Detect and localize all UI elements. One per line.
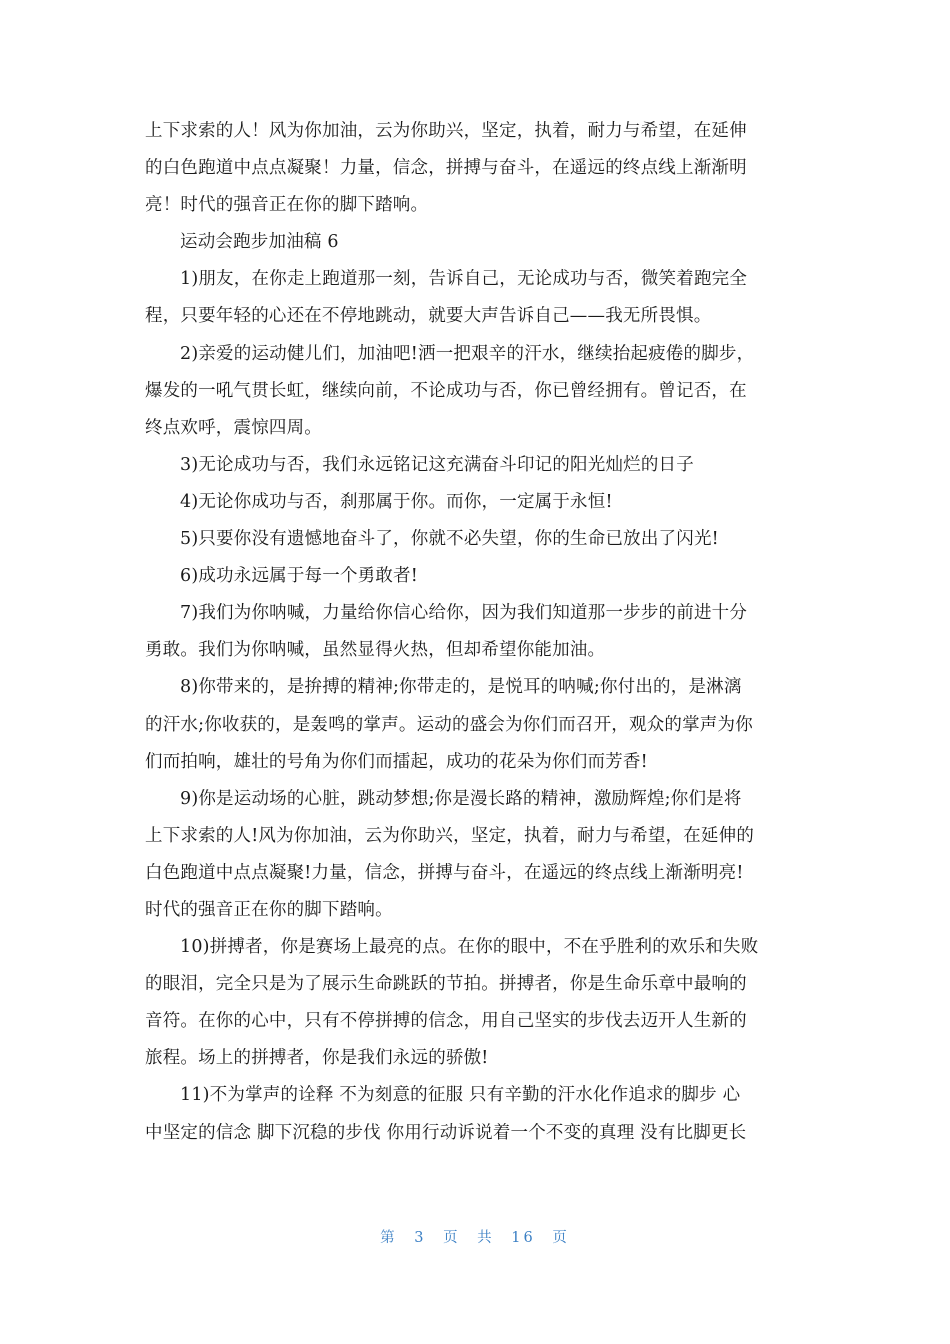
page-number-label: 第 3 页 共 16 页 bbox=[380, 1230, 570, 1246]
text-line: 爆发的一吼气贯长虹，继续向前，不论成功与否，你已曾经拥有。曾记否，在 bbox=[145, 380, 747, 401]
text-line: 们而拍响，雄壮的号角为你们而擂起，成功的花朵为你们而芳香! bbox=[145, 751, 648, 772]
text-line: 终点欢呼，震惊四周。 bbox=[145, 417, 322, 438]
text-line: 5)只要你没有遗憾地奋斗了，你就不必失望，你的生命已放出了闪光! bbox=[180, 529, 719, 550]
text-line: 程，只要年轻的心还在不停地跳动，就要大声告诉自己——我无所畏惧。 bbox=[145, 306, 712, 327]
text-line: 6)成功永远属于每一个勇敢者! bbox=[180, 566, 418, 587]
text-line: 3)无论成功与否，我们永远铭记这充满奋斗印记的阳光灿烂的日子 bbox=[180, 454, 694, 475]
text-line: 7)我们为你呐喊，力量给你信心给你，因为我们知道那一步步的前进十分 bbox=[180, 603, 748, 624]
text-line: 旅程。场上的拼搏者，你是我们永远的骄傲! bbox=[145, 1048, 489, 1069]
text-line: 白色跑道中点点凝聚!力量，信念，拼搏与奋斗，在遥远的终点线上渐渐明亮! bbox=[145, 862, 744, 883]
text-line: 4)无论你成功与否，刹那属于你。而你，一定属于永恒! bbox=[180, 491, 613, 512]
page-footer bbox=[0, 1226, 950, 1247]
text-line: 上下求索的人!风为你加油，云为你助兴，坚定，执着，耐力与希望，在延伸的 bbox=[145, 825, 755, 846]
text-line: 亮！时代的强音正在你的脚下踏响。 bbox=[145, 195, 429, 216]
text-line: 音符。在你的心中，只有不停拼搏的信念，用自己坚实的步伐去迈开人生新的 bbox=[145, 1011, 747, 1032]
text-line: 时代的强音正在你的脚下踏响。 bbox=[145, 899, 393, 920]
text-line: 的汗水;你收获的，是轰鸣的掌声。运动的盛会为你们而召开，观众的掌声为你 bbox=[145, 714, 753, 735]
text-line: 2)亲爱的运动健儿们，加油吧!洒一把艰辛的汗水，继续抬起疲倦的脚步， bbox=[180, 343, 755, 364]
text-line: 8)你带来的，是拚搏的精神;你带走的，是悦耳的呐喊;你付出的，是淋漓 bbox=[180, 677, 742, 698]
text-line: 1)朋友，在你走上跑道那一刻，告诉自己，无论成功与否，微笑着跑完全 bbox=[180, 269, 748, 290]
text-line: 上下求索的人！风为你加油，云为你助兴，坚定，执着，耐力与希望，在延伸 bbox=[145, 121, 747, 141]
text-line: 的白色跑道中点点凝聚！力量，信念，拼搏与奋斗，在遥远的终点线上渐渐明 bbox=[145, 158, 747, 179]
text-line: 10)拼搏者，你是赛场上最亮的点。在你的眼中，不在乎胜利的欢乐和失败 bbox=[180, 937, 759, 958]
text-line: 的眼泪，完全只是为了展示生命跳跃的节拍。拼搏者，你是生命乐章中最响的 bbox=[145, 974, 747, 995]
document-body bbox=[145, 113, 805, 1152]
text-line: 11)不为掌声的诠释 不为刻意的征服 只有辛勤的汗水化作追求的脚步 心 bbox=[180, 1085, 741, 1106]
text-line: 9)你是运动场的心脏，跳动梦想;你是漫长路的精神，激励辉煌;你们是将 bbox=[180, 788, 742, 809]
text-line: 中坚定的信念 脚下沉稳的步伐 你用行动诉说着一个不变的真理 没有比脚更长 bbox=[145, 1122, 747, 1143]
text-line: 运动会跑步加油稿 6 bbox=[180, 232, 339, 253]
text-line: 勇敢。我们为你呐喊，虽然显得火热，但却希望你能加油。 bbox=[145, 640, 606, 661]
